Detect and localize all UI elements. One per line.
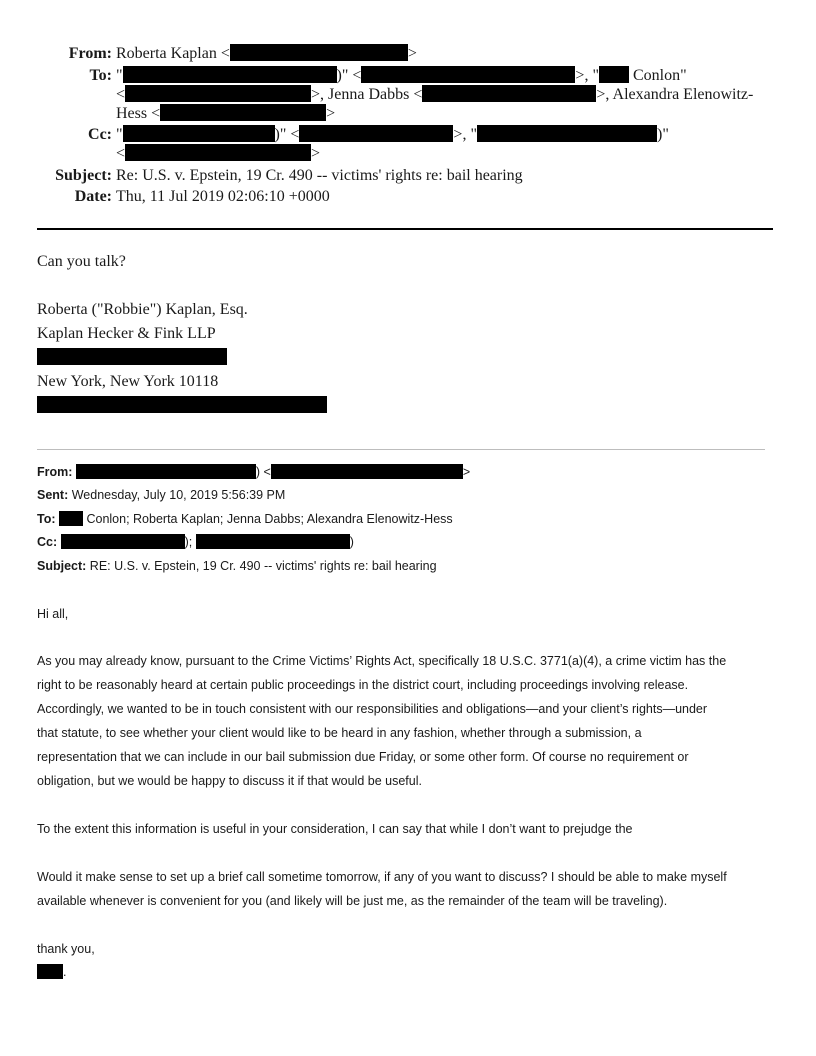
date-label: Date: [74,188,112,205]
quoted-sent-label: Sent: [37,488,69,502]
signature-redacted-address [37,346,327,370]
to-text: Conlon" [628,67,687,84]
paragraph-line: Accordingly, we wanted to be in touch consistent with our responsibilities and obligations—and your client’s rights—under [37,702,708,716]
quoted-cc-label: Cc: [37,535,58,549]
redaction-block [271,464,463,479]
to-value-line2 [116,85,753,105]
redaction-block [599,66,629,83]
cc-label: Cc: [88,126,112,143]
cc-value-line2 [116,144,320,164]
to-quote: " [116,67,123,84]
subject-label: Subject: [55,167,112,184]
from-label: From: [68,45,112,62]
subject-value: Re: U.S. v. Epstein, 19 Cr. 490 -- victims' rights re: bail hearing [116,167,523,184]
paragraph-line: obligation, but we would be happy to discuss it if that would be useful. [37,774,422,788]
to-value-line3 [116,104,335,124]
cc-text: >, " [453,126,477,143]
quoted-cc-row [37,530,354,554]
quoted-sent-value: Wednesday, July 10, 2019 5:56:39 PM [71,488,286,502]
quoted-to-value: Conlon; Roberta Kaplan; Jenna Dabbs; Alexandra Elenowitz-Hess [83,512,453,526]
quoted-divider [37,449,765,450]
paragraph-2: To the extent this information is useful in your consideration, I can say that while I don’t want to prejudge the [37,822,633,836]
cc-value-line1 [116,125,669,145]
to-value-line1 [116,66,687,86]
paragraph-line: that statute, to see whether your client would like to be heard in any fashion, whether through a submission, a [37,726,642,740]
redaction-block [477,125,657,142]
signature-city: New York, New York 10118 [37,373,219,390]
redaction-block [422,85,596,102]
sender-signature [37,960,785,984]
quoted-sent-row [37,483,285,507]
greeting: Hi all, [37,607,69,621]
to-text: >, Jenna Dabbs < [311,86,423,103]
paragraph-1 [37,649,785,793]
quoted-text: > [462,465,471,479]
redaction-block [61,534,185,549]
to-text: >, " [575,67,599,84]
redaction-block [59,511,83,526]
redaction-block [125,85,311,102]
redaction-block [37,396,327,413]
quoted-to-row [37,507,453,531]
redaction-block [123,66,337,83]
redaction-block [230,44,408,61]
reply-message: Can you talk? [37,253,126,270]
from-name: Roberta Kaplan < [116,45,230,62]
from-value [116,44,417,64]
quoted-subject-label: Subject: [37,559,87,573]
redaction-block [125,144,311,161]
reply-body [37,250,327,418]
quoted-text: ) [349,535,354,549]
paragraph-3 [37,865,785,913]
redaction-block [37,964,63,979]
redaction-block [123,125,275,142]
signature-firm: Kaplan Hecker & Fink LLP [37,325,216,342]
paragraph-line: right to be reasonably heard at certain public proceedings in the district court, including proceedings involving release. [37,678,689,692]
quoted-subject-row [37,554,437,578]
closing: thank you, [37,942,95,956]
to-text: Hess < [116,105,161,122]
cc-text: )" < [274,126,300,143]
quoted-text: ); [184,535,193,549]
redaction-block [160,104,326,121]
quoted-subject-value: RE: U.S. v. Epstein, 19 Cr. 490 -- victims' rights re: bail hearing [89,559,437,573]
redaction-block [37,348,227,365]
redaction-block [361,66,575,83]
to-label: To: [89,67,112,84]
redaction-block [299,125,453,142]
cc-text: " [116,126,123,143]
spacer [37,274,327,298]
to-text: )" < [336,67,362,84]
to-text: >, Alexandra Elenowitz- [596,86,754,103]
paragraph-line: representation that we can include in our bail submission due Friday, or some other form. Of course no requirement or [37,750,689,764]
redaction-block [196,534,350,549]
quoted-from-row [37,460,470,484]
paragraph-line: Would it make sense to set up a brief call sometime tomorrow, if any of you want to discuss? I should be able to make myself [37,870,727,884]
signature-redacted-phone [37,394,327,418]
signature-dot: . [63,965,67,979]
paragraph-line: available whenever is convenient for you (and likely will be just me, as the remainder of the team will be traveling). [37,894,668,908]
signature-name: Roberta ("Robbie") Kaplan, Esq. [37,301,248,318]
redaction-block [76,464,256,479]
quoted-from-label: From: [37,465,73,479]
header-divider [37,228,773,230]
cc-text: )" [656,126,669,143]
from-close: > [407,45,417,62]
quoted-to-label: To: [37,512,56,526]
to-text: > [326,105,336,122]
to-text: < [116,86,126,103]
date-value: Thu, 11 Jul 2019 02:06:10 +0000 [116,188,330,205]
quoted-text: ) < [255,465,271,479]
cc-text: > [311,145,321,162]
cc-text: < [116,145,126,162]
paragraph-line: As you may already know, pursuant to the Crime Victims’ Rights Act, specifically 18 U.S.C. 3771(a)(4), a crime victim has the [37,654,727,668]
